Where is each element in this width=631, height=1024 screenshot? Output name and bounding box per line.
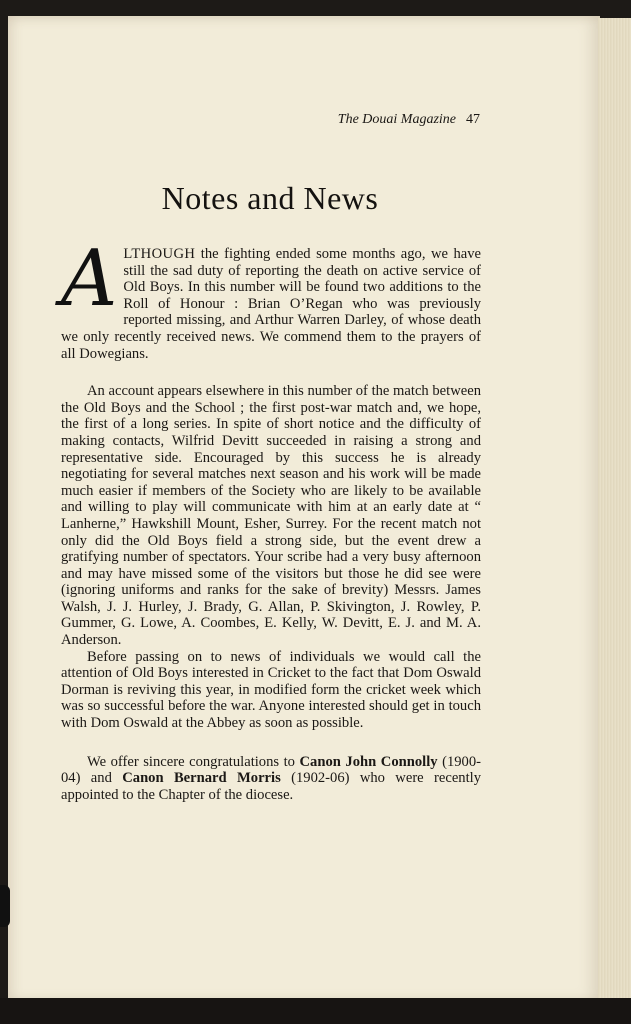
- paragraph-lead-word: LTHOUGH: [123, 246, 196, 262]
- paragraph-cricket-week: Before passing on to news of individuals we would call the attention of Old Boys interested in Cricket to the fact that Dom Oswald Dorman is reviving this year, in modified form the cricket week which was so successful before the war. Anyone interested should get in touch with Dom Oswald at the Abbey as soon as possible.: [61, 648, 481, 732]
- paragraph-text: the fighting ended some months ago, we have still the sad duty of reporting the death on active service of Old Boys. In this number will be found two additions to the Roll of Honour : Brian O’Regan who was previously reported missing, and Arthur Warren Darley, of whose death we only recently received news. We commend them to the prayers of all Dowegians.: [61, 246, 481, 362]
- congratulations-rest: (1902-06) who were recently appointed to the Chapter of the diocese.: [61, 770, 482, 803]
- paragraph-congratulations: [61, 754, 481, 804]
- congratulations-intro: We offer sincere congratulations to: [87, 753, 300, 770]
- honoree-years-connolly: (1900-04) and: [61, 753, 482, 787]
- page-number: 47: [466, 112, 480, 127]
- honoree-name-connolly: Canon John Connolly: [299, 753, 438, 770]
- paragraph-old-boys-match: An account appears elsewhere in this number of the match between the Old Boys and the School ; the first post-war match and, we hope, the first of a long series. In spite of short notice and the difficulty of making contacts, Wilfrid Devitt succeeded in raising a strong and representative side. Encouraged by this success he is already negotiating for several matches next season and his work will be made much easier if members of the Society who are likely to be available and willing to play will communicate with him at an early date at “ Lanherne,” Hawkshill Mount, Esher, Surrey. For the recent match not only did the Old Boys field a strong side, but the event drew a gratifying number of spectators. Your scribe had a very busy afternoon and may have missed some of the visitors but those he did see were (ignoring uniforms and ranks for the sake of brevity) Messrs. James Walsh, J. J. Hurley, J. Brady, G. Allan, P. Skivington, J. Rowley, P. Gummer, G. Lowe, A. Coombes, E. Kelly, W. Devitt, E. J. and M. A. Anderson.: [61, 383, 481, 649]
- article-title: Notes and News: [161, 180, 379, 216]
- binding-clip: [0, 885, 10, 927]
- article-body: [61, 234, 482, 803]
- page-stack-edge: [598, 18, 631, 998]
- paragraph-roll-of-honour: [61, 234, 481, 362]
- publication-title: The Douai Magazine: [337, 112, 456, 127]
- scan-bottom-border: [0, 998, 631, 1024]
- drop-cap-letter: A: [61, 234, 118, 324]
- running-header: [300, 112, 480, 128]
- honoree-name-morris: Canon Bernard Morris: [122, 770, 281, 787]
